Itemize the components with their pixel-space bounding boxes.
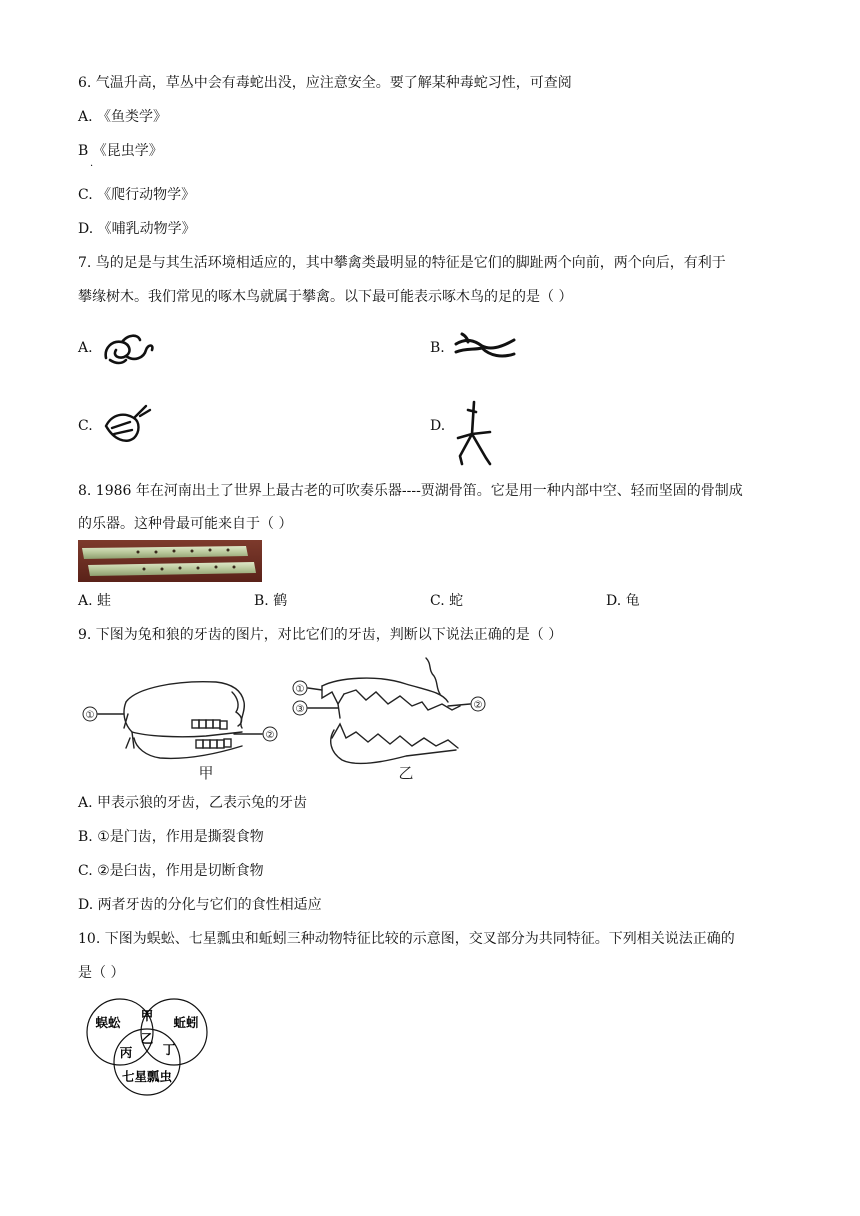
teeth-label-2b: ② [473,700,483,711]
q10-stem-line1: 10. 下图为蜈蚣、七星瓢虫和蚯蚓三种动物特征比较的示意图，交叉部分为共同特征。下列相关说法正确的 [78,931,735,947]
q8-stem-line1: 8. 1986 年在河南出土了世界上最古老的可吹奏乐器----贾湖骨笛。它是用一种内部中空、轻而坚固的骨制成 [78,483,743,499]
bone-flute-photo [78,540,262,582]
q7-option-b-letter: B. [430,340,445,356]
q7-foot-d-figure [452,398,496,468]
venn-label-right: 蚯蚓 [173,1015,199,1030]
teeth-label-3: ③ [295,704,305,715]
venn-region-bing: 丙 [119,1045,133,1060]
q8-option-c: C. 蛇 [430,593,464,609]
venn-region-ding: 丁 [162,1042,176,1057]
q6-option-c: C. 《爬行动物学》 [78,187,196,203]
teeth-label-2: ② [265,730,275,741]
q9-option-c: C. ②是臼齿，作用是切断食物 [78,863,264,879]
q8-option-b: B. 鹤 [254,593,288,609]
q7-foot-b-figure [452,328,518,364]
q6-option-d: D. 《哺乳动物学》 [78,221,196,237]
teeth-label-1: ① [85,710,95,721]
q8-option-a: A. 蛙 [78,593,112,609]
q6-stem: 6. 气温升高，草丛中会有毒蛇出没，应注意安全。要了解某种毒蛇习性，可查阅 [78,75,572,91]
venn-label-bottom: 七星瓢虫 [121,1069,173,1084]
teeth-figure [76,652,496,784]
q6-option-b: B 《昆虫学》 [78,143,163,159]
q8-stem-line2: 的乐器。这种骨最可能来自于（ ） [78,516,293,532]
venn-region-jia: 甲 [140,1008,154,1023]
teeth-label-yi: 乙 [398,764,414,782]
q6-option-a: A. 《鱼类学》 [78,109,168,125]
q8-option-d: D. 龟 [606,593,640,609]
q7-option-c-letter: C. [78,418,93,434]
q7-foot-a-figure [100,328,156,368]
venn-region-yi: 乙 [140,1031,154,1046]
q7-stem-line2: 攀缘树木。我们常见的啄木鸟就属于攀禽。以下最可能表示啄木鸟的足的是（ ） [78,289,573,305]
venn-label-left: 蜈蚣 [95,1015,121,1030]
q7-option-a-letter: A. [78,340,93,356]
q7-stem-line1: 7. 鸟的足是与其生活环境相适应的，其中攀禽类最明显的特征是它们的脚趾两个向前，两个向后，有利于 [78,255,726,271]
teeth-label-jia: 甲 [198,764,214,782]
q9-option-b: B. ①是门齿，作用是撕裂食物 [78,829,264,845]
q9-option-a: A. 甲表示狼的牙齿，乙表示兔的牙齿 [78,795,308,811]
q7-option-d-letter: D. [430,418,446,434]
venn-diagram [80,994,214,1098]
teeth-label-1b: ① [295,684,305,695]
stray-dot: · [90,161,94,172]
q7-foot-c-figure [100,402,154,446]
q9-option-d: D. 两者牙齿的分化与它们的食性相适应 [78,897,322,913]
q9-stem: 9. 下图为兔和狼的牙齿的图片，对比它们的牙齿，判断以下说法正确的是（ ） [78,627,563,643]
q10-stem-line2: 是（ ） [78,965,125,981]
